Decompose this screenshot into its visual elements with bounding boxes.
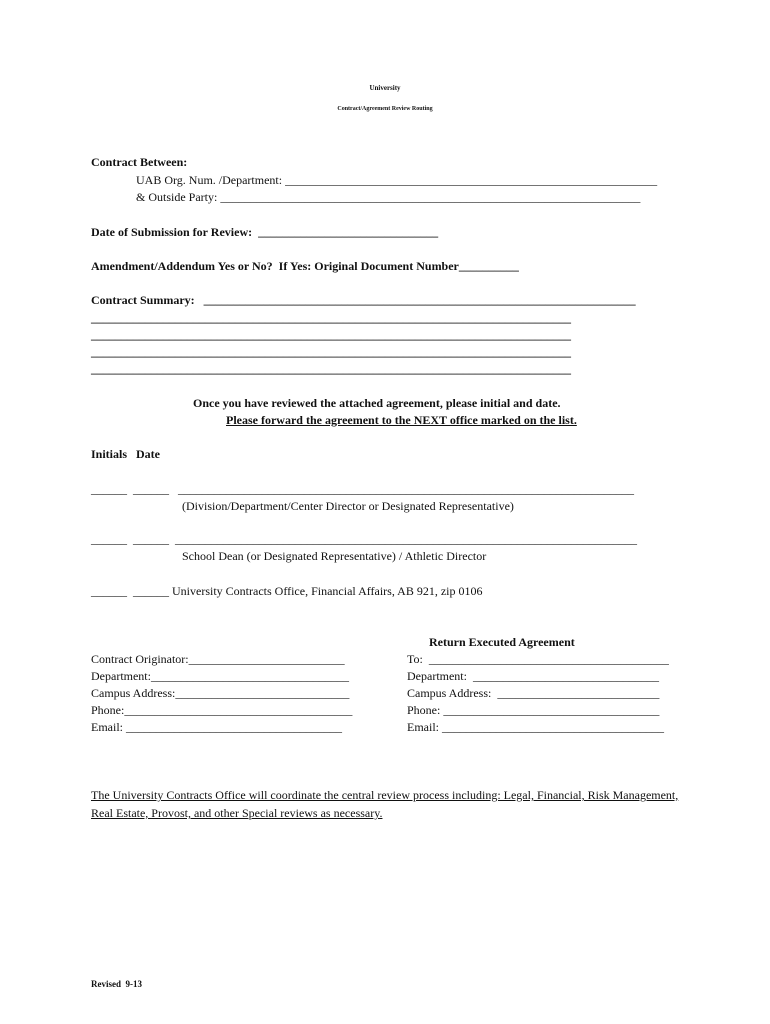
page-subtitle: Contract/Agreement Review Routing (337, 106, 433, 112)
routing-row-director-label: (Division/Department/Center Director or Designated Representative) (182, 499, 514, 513)
originator-campus-address-field: Campus Address:_____________________________ (91, 686, 350, 700)
submission-date-field: Date of Submission for Review: ______________________________ (91, 225, 439, 239)
routing-row-director-line: ______ ______ ____________________________________________________________________________ (91, 482, 634, 496)
routing-row-contracts-office: ______ ______ University Contracts Office, Financial Affairs, AB 921, zip 0106 (91, 584, 483, 598)
routing-row-dean-label: School Dean (or Designated Representative) / Athletic Director (182, 549, 487, 563)
amendment-field: Amendment/Addendum Yes or No? If Yes: Original Document Number__________ (91, 259, 519, 273)
routing-row-dean-line: ______ ______ _____________________________________________________________________________ (91, 532, 637, 546)
contracts-office-note-continued: Real Estate, Provost, and other Special reviews as necessary. (91, 806, 383, 820)
return-email-field: Email: _____________________________________ (407, 720, 664, 734)
return-agreement-heading: Return Executed Agreement (429, 635, 575, 649)
routing-header: Initials Date (91, 447, 160, 461)
summary-line: ________________________________________________________________________________ (91, 345, 571, 359)
contract-summary-label: Contract Summary: ________________________________________________________________________ (91, 293, 636, 307)
contract-between-heading: Contract Between: (91, 155, 188, 169)
originator-email-field: Email: ____________________________________ (91, 720, 342, 734)
summary-line: ________________________________________________________________________________ (91, 311, 571, 325)
org-department-field: UAB Org. Num. /Department: ______________________________________________________________ (136, 173, 658, 187)
return-phone-field: Phone: ____________________________________ (407, 703, 660, 717)
outside-party-field: & Outside Party: ______________________________________________________________________ (136, 190, 641, 204)
originator-field: Contract Originator:__________________________ (91, 652, 345, 666)
instruction-forward: Please forward the agreement to the NEXT office marked on the list. (226, 413, 577, 427)
originator-phone-field: Phone:______________________________________ (91, 703, 353, 717)
originator-department-field: Department:_________________________________ (91, 669, 349, 683)
revision-label: Revised 9-13 (91, 979, 142, 989)
return-campus-address-field: Campus Address: ___________________________ (407, 686, 660, 700)
page-title: University (369, 84, 401, 92)
contracts-office-note: The University Contracts Office will coordinate the central review process including: Legal, Financial, Risk Management, (91, 788, 679, 802)
instruction-review: Once you have reviewed the attached agreement, please initial and date. (193, 396, 561, 410)
return-to-field: To: ________________________________________ (407, 652, 669, 666)
return-department-field: Department: _______________________________ (407, 669, 659, 683)
summary-line: ________________________________________________________________________________ (91, 362, 571, 376)
summary-line: ________________________________________________________________________________ (91, 328, 571, 342)
